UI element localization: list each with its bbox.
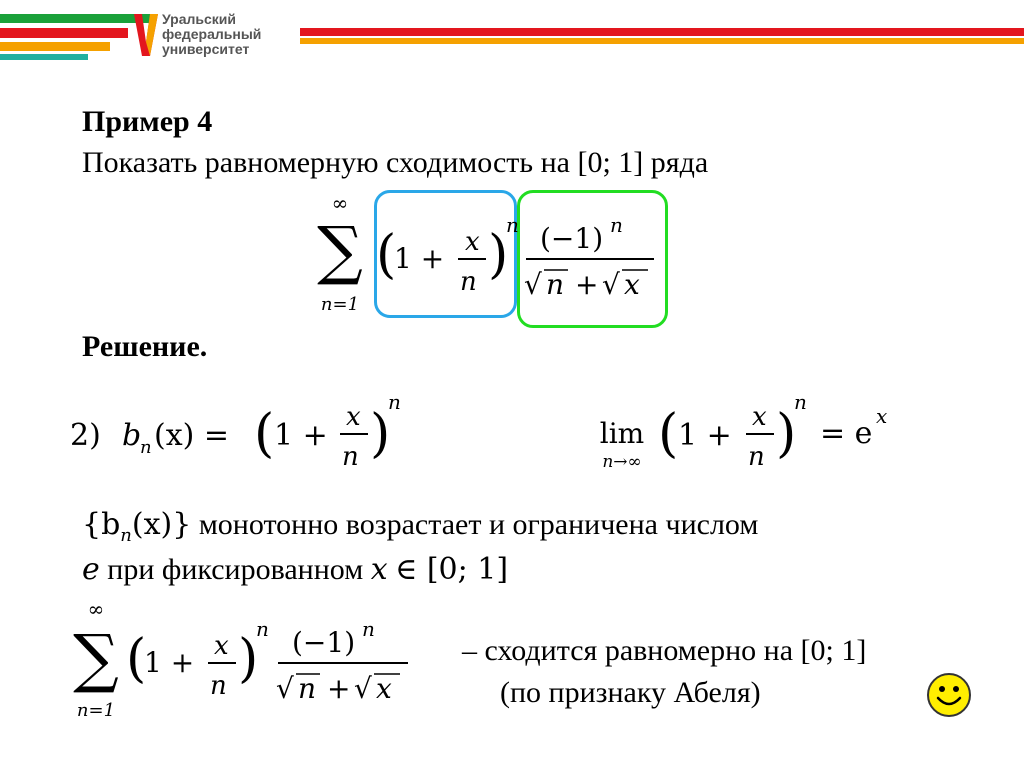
urfu-logo-text: [162, 12, 261, 57]
sum2-root-x: x: [376, 672, 392, 705]
slide-title: Пример 4: [82, 105, 213, 138]
left-paren: (: [376, 225, 397, 285]
abel-text: (по признаку Абеля): [500, 676, 761, 709]
sum2-neg-one: (−1): [292, 626, 356, 659]
sum2-frac-n: n: [210, 671, 227, 701]
sum2-right-paren: ): [238, 629, 259, 689]
smiley-face-icon: [926, 672, 972, 718]
bn-symbol: b: [122, 418, 142, 453]
sum2-neg-one-exp: n: [362, 617, 375, 641]
sum-symbol: ∑: [317, 214, 363, 288]
bn-set-close: (x)}: [131, 507, 192, 542]
lim-right-paren: ): [776, 404, 797, 464]
item-number: 2): [70, 418, 101, 453]
bn-set-open: {b: [82, 507, 121, 542]
task-text: Показать равномерную сходимость на [0; 1] ряда: [82, 146, 709, 179]
logo-line-3: университет: [162, 41, 250, 57]
bn-one-plus: 1 +: [274, 418, 328, 453]
sum2-left-paren: (: [126, 629, 147, 689]
sum2-symbol: ∑: [73, 622, 119, 696]
right-paren: ): [488, 225, 509, 285]
fixed-suffix: ∈ [0; 1]: [395, 552, 509, 587]
sum2-frac-x: x: [214, 631, 229, 661]
fixed-line: [82, 552, 508, 587]
e-symbol: e: [82, 552, 100, 587]
sum2-subscript: n=1: [76, 700, 116, 721]
lim-one-plus: 1 +: [678, 418, 732, 453]
lim-subscript: n→∞: [602, 452, 642, 472]
root-x: x: [624, 268, 640, 301]
exponent-n: n: [506, 213, 519, 237]
sqrt-symbol-1: √: [524, 268, 542, 301]
series-formula: [300, 190, 680, 330]
bn-subscript: n: [140, 437, 152, 458]
sum-subscript: n=1: [320, 294, 360, 315]
lim-word: lim: [599, 417, 645, 450]
urfu-logo-icon: [132, 12, 160, 58]
sum2-superscript: ∞: [87, 597, 105, 621]
e-exponent-x: x: [876, 404, 888, 428]
monotone-line: [82, 507, 758, 546]
frac-n: n: [460, 267, 477, 297]
lim-frac-n: n: [748, 442, 765, 472]
bn-argument: (x) =: [154, 418, 229, 453]
logo-line-2: федеральный: [162, 26, 262, 42]
neg-one: (−1): [540, 222, 604, 255]
lim-exponent: n: [794, 390, 807, 414]
sqrt-symbol-2: √: [602, 268, 620, 301]
bn-frac-x: x: [346, 402, 361, 432]
sum2-sqrt-1: √: [276, 672, 294, 705]
series-formula-conclusion: [56, 596, 436, 736]
sum2-exponent: n: [256, 617, 269, 641]
bn-left-paren: (: [254, 404, 275, 464]
sum2-one-plus: 1 +: [144, 646, 195, 679]
plus-sign: +: [575, 268, 599, 301]
lim-left-paren: (: [658, 404, 679, 464]
lim-frac-x: x: [752, 402, 767, 432]
sum2-plus: +: [327, 672, 351, 705]
bn-right-paren: ): [370, 404, 391, 464]
sum2-root-n: n: [298, 672, 317, 705]
bn-exponent: n: [388, 390, 401, 414]
bn-formula: [66, 385, 426, 475]
monotone-text: монотонно возрастает и ограничена числом: [198, 508, 759, 541]
solution-heading: Решение.: [82, 330, 208, 363]
neg-one-exp: n: [610, 213, 623, 237]
one-plus: 1 +: [394, 242, 445, 275]
logo-line-1: Уральский: [162, 11, 237, 27]
frac-x: x: [465, 227, 480, 257]
fixed-prefix: при фиксированном: [107, 553, 364, 586]
root-n: n: [546, 268, 565, 301]
sum2-sqrt-2: √: [354, 672, 372, 705]
limit-formula: [594, 385, 914, 485]
conclusion-text: – сходится равномерно на [0; 1]: [462, 634, 867, 667]
x-symbol: x: [370, 552, 388, 587]
equals-e: = e: [820, 416, 873, 451]
bn-frac-n: n: [342, 442, 359, 472]
sum-superscript: ∞: [331, 191, 349, 215]
bn-set-sub: n: [120, 525, 132, 546]
